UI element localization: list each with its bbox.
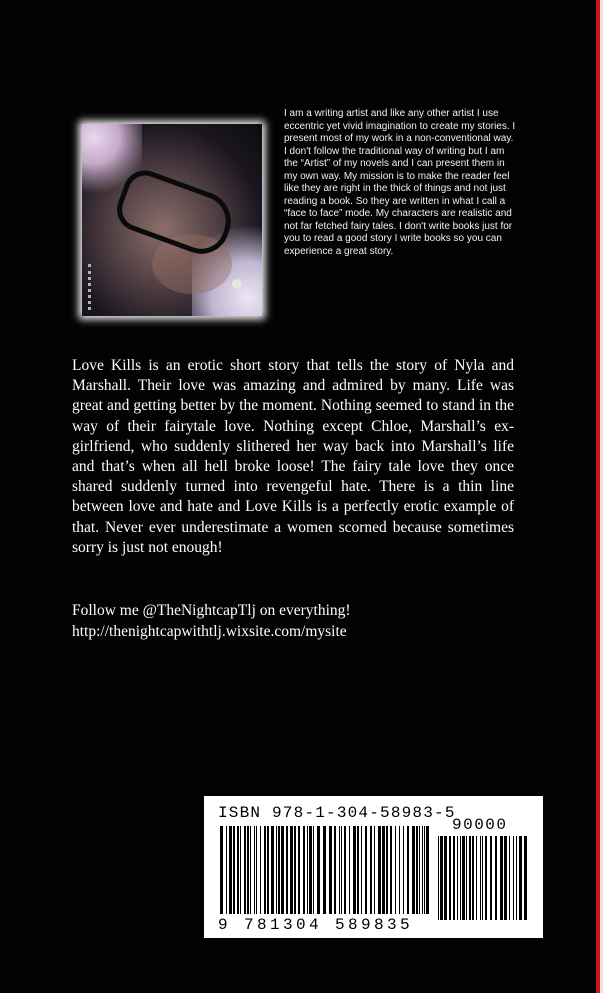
follow-section xyxy=(72,600,514,642)
follow-website-link[interactable]: http://thenightcapwithtlj.wixsite.com/mysite xyxy=(72,623,347,640)
follow-social: Follow me @TheNightcapTlj on everything! xyxy=(72,602,351,619)
barcode-addon-bars xyxy=(438,836,530,920)
barcode-digits: 9 781304 589835 xyxy=(218,916,414,934)
author-bio: I am a writing artist and like any other artist I use eccentric yet vivid imagination to create my stories. I present most of my work in a non-conventional way. I don't follow the traditional way of writing but I am the “Artist” of my novels and I can present them in my own way. My mission is to make the reader feel like they are right in the thick of things and not just reading a book. So they are written in what I call a “face to face” mode. My characters are realistic and not far fetched fairy tales. I don't write books just for you to read a good story I write books so you can experience a great story. xyxy=(284,108,516,257)
author-photo xyxy=(82,124,262,316)
price-code: 90000 xyxy=(452,816,508,834)
isbn-label: ISBN 978-1-304-58983-5 xyxy=(218,804,456,822)
isbn-barcode xyxy=(204,796,543,938)
book-blurb: Love Kills is an erotic short story that tells the story of Nyla and Marshall. Their love was amazing and admired by many. Life was great and getting better by the moment. Nothing seemed to stand in the way of their fairytale love. Nothing except Chloe, Marshall’s ex-girlfriend, who suddenly slithered her way back into Marshall’s life and that’s when all hell broke loose! The fairy tale love they once shared suddenly turned into revengeful hate. There is a thin line between love and hate and Love Kills is a perfectly erotic example of that. Never ever underestimate a women scorned because sometimes sorry is just not enough! xyxy=(72,357,514,556)
barcode-bars xyxy=(220,826,434,920)
